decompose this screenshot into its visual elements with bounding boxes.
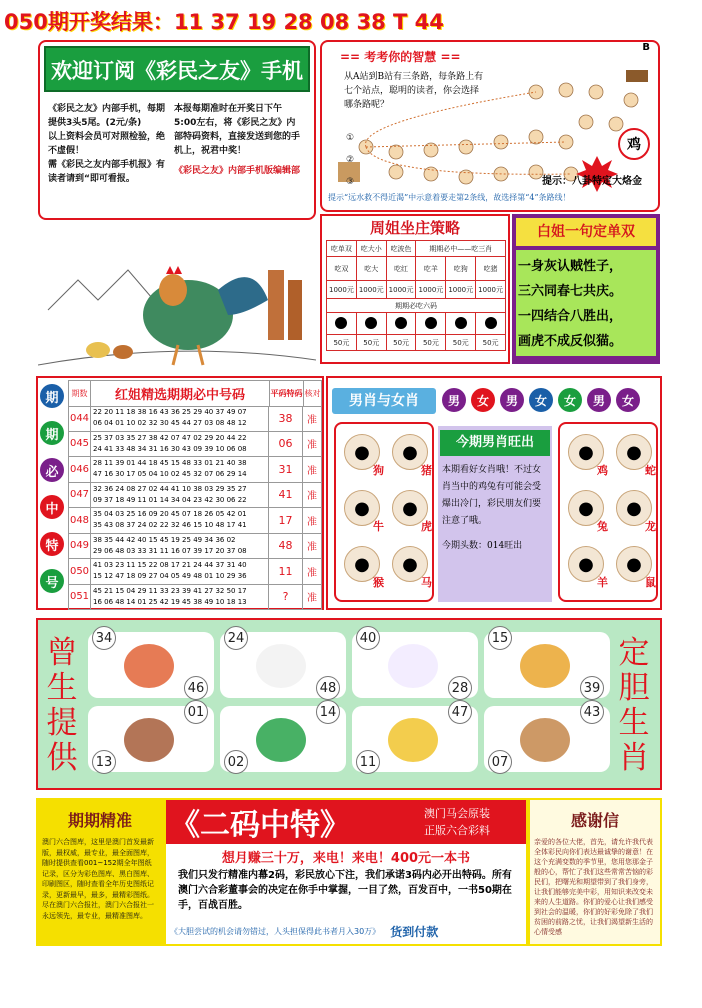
- zodiac-animal-art: [256, 644, 306, 688]
- zodiac-number-box: [220, 632, 346, 698]
- zodiac-animal-art: [256, 718, 306, 762]
- red-sister-panel: [36, 376, 324, 610]
- row-numbers-1: 41 03 23 11 15 22 08 17 21 24 44 37 31 40: [93, 561, 247, 569]
- row-numbers: [91, 508, 269, 533]
- svg-text:③: ③: [346, 177, 355, 187]
- row-code: 38: [269, 406, 303, 431]
- strategy-six-codes: 期期必吃六码: [327, 299, 506, 313]
- center-box: [438, 426, 552, 602]
- zodiac-number-box: [88, 706, 214, 772]
- white-sister-line-2: 三六同春七共庆。: [518, 284, 623, 299]
- zodiac-number-box: [352, 632, 478, 698]
- zodiac-animal: [392, 434, 432, 480]
- row-numbers-1: 22 20 11 18 38 16 43 36 25 29 40 37 49 07: [93, 408, 247, 416]
- subscribe-editor: 《彩民之友》内部手机版编辑部: [174, 166, 301, 176]
- row-numbers-2: 29 06 48 03 33 31 11 16 07 39 17 20 37 08: [93, 546, 247, 555]
- animal-label: 鸡: [597, 464, 608, 477]
- strategy-cell: 50元: [446, 335, 476, 351]
- precise-box: [38, 800, 162, 944]
- zodiac-number: 28: [448, 676, 472, 700]
- gender-badge: 女: [529, 388, 553, 412]
- row-check: 准: [307, 414, 317, 426]
- row-check: 准: [307, 491, 317, 503]
- row-check: 准: [307, 465, 317, 477]
- strategy-cell: 50元: [476, 335, 506, 351]
- row-numbers-1: 38 35 44 42 40 15 45 19 25 49 34 36 02: [93, 535, 236, 544]
- animal-icon: ●: [568, 434, 604, 470]
- table-row: [68, 585, 322, 611]
- cod-label: 货到付款: [390, 925, 439, 939]
- animal-icon: ●: [616, 490, 652, 526]
- zodiac-number: 47: [448, 700, 472, 724]
- animal-icon: ●: [344, 546, 380, 582]
- zodiac-animal-art: [388, 644, 438, 688]
- row-issue: 047: [69, 483, 91, 508]
- zodiac-number-box: [484, 706, 610, 772]
- red-sister-rows: [68, 406, 322, 610]
- zodiac-right-char: 肖: [618, 740, 650, 776]
- animal-icon: ●: [616, 434, 652, 470]
- zodiac-left-char: 曾: [46, 635, 78, 671]
- zodiac-animal-art: [388, 718, 438, 762]
- row-numbers: [91, 559, 269, 584]
- row-code: ?: [269, 585, 303, 610]
- row-issue: 048: [69, 508, 91, 533]
- animal-label: 牛: [373, 520, 384, 533]
- row-check: 准: [307, 516, 317, 528]
- white-sister-line-1: 一身灰认贼性子，: [518, 259, 623, 274]
- row-numbers: [91, 457, 269, 482]
- zodiac-animal: [344, 434, 384, 480]
- row-code: 41: [269, 483, 303, 508]
- side-label: 必: [40, 458, 64, 482]
- zodiac-left-char: 提: [46, 705, 78, 741]
- row-numbers-2: 16 06 48 14 01 25 42 19 45 38 49 10 18 13: [93, 597, 247, 606]
- table-row: [68, 432, 322, 458]
- zodiac-right-char: 生: [618, 705, 650, 741]
- table-row: [68, 508, 322, 534]
- zodiac-animal-art: [520, 718, 570, 762]
- strategy-cell: 1000元: [416, 281, 446, 299]
- row-numbers-1: 35 04 03 25 16 09 20 45 07 18 26 05 42 01: [93, 510, 247, 518]
- zodiac-number: 07: [488, 750, 512, 774]
- subscribe-title: 欢迎订阅《彩民之友》手机报: [44, 46, 310, 92]
- zodiac-number: 14: [316, 700, 340, 724]
- row-numbers-2: 24 41 33 48 34 31 16 30 43 09 39 10 06 08: [93, 444, 247, 453]
- white-sister-title: 白姐一句定单双: [516, 218, 656, 246]
- animal-icon: ●: [392, 434, 428, 470]
- zodiac-animal: [568, 490, 608, 536]
- strategy-dot: [476, 313, 506, 335]
- row-numbers: [91, 432, 269, 457]
- gender-badge: 女: [471, 388, 495, 412]
- side-label: 期: [40, 384, 64, 408]
- zodiac-left-label: [44, 636, 80, 776]
- zodiac-left-char: 生: [46, 670, 78, 706]
- thanks-text: 亲爱的各位大佬，首先，请允许我代表全体彩民向你们表达最诚挚的谢意！在这个充满变数的季节里，您用您那金子般的心，帮忙了我们这些常常苦恼的彩民们，把曙光和期望带到了我们身旁，让我们能够完美中彩，用知识来改变未来的人生道路。你们的爱心让我们感受到社会的温暖，你们的好彩免除了我们贫困的前路之忧，让我们渴望新生活的心情受感: [534, 838, 653, 936]
- rooster-illustration: [38, 220, 316, 370]
- animal-label: 鼠: [645, 576, 656, 589]
- row-issue: 051: [69, 585, 91, 610]
- male-zodiac-box: [334, 422, 434, 602]
- gender-badge: 男: [587, 388, 611, 412]
- table-row: [68, 559, 322, 585]
- animal-icon: ●: [568, 546, 604, 582]
- zodiac-number: 13: [92, 750, 116, 774]
- animal-label: 羊: [597, 576, 608, 589]
- row-numbers-1: 28 11 39 01 44 18 45 15 48 33 01 21 40 38: [93, 459, 247, 467]
- animal-icon: ●: [616, 546, 652, 582]
- subscribe-note-1: 《彩民之友》内部手机，每期提供3头5尾。(2元/条): [48, 104, 166, 128]
- zodiac-animal-art: [124, 644, 174, 688]
- row-issue: 049: [69, 534, 91, 559]
- center-title: 今期男肖旺出: [440, 430, 550, 456]
- quiz-question: 从A站到B站有三条路，每条路上有七个站点，聪明的读者，你会选择哪条路呢？: [344, 72, 484, 110]
- row-numbers: [91, 483, 269, 508]
- strategy-table: [326, 240, 506, 351]
- row-issue: 046: [69, 457, 91, 482]
- strategy-head-4: 期期必中——吃三肖: [416, 241, 506, 257]
- zodiac-animal: [392, 490, 432, 536]
- quiz-answer: 鸡: [618, 128, 650, 160]
- strategy-dot: [327, 313, 357, 335]
- subscribe-panel: [38, 40, 316, 220]
- row-code: 06: [269, 432, 303, 457]
- strategy-cell: 50元: [386, 335, 416, 351]
- row-numbers-2: 47 16 30 17 05 04 10 02 45 32 07 06 29 14: [93, 470, 247, 478]
- zodiac-left-char: 供: [46, 740, 78, 776]
- zodiac-number: 43: [580, 700, 604, 724]
- strategy-cell: 吃狗: [446, 257, 476, 281]
- gender-badge: 男: [442, 388, 466, 412]
- strategy-head-3: 吃波色: [386, 241, 416, 257]
- strategy-cell: 吃猪: [476, 257, 506, 281]
- strategy-cell: 吃大: [356, 257, 386, 281]
- zodiac-number: 39: [580, 676, 604, 700]
- row-check: 准: [307, 593, 317, 605]
- animal-icon: ●: [392, 490, 428, 526]
- table-row: [68, 457, 322, 483]
- animal-label: 虎: [421, 520, 432, 533]
- strategy-cell: 1000元: [356, 281, 386, 299]
- quiz-corner-b: B: [642, 42, 650, 53]
- animal-label: 猪: [421, 464, 432, 477]
- row-check: 准: [307, 440, 317, 452]
- gender-badge: 男: [500, 388, 524, 412]
- gender-badge: 女: [616, 388, 640, 412]
- precise-title: 期期精准: [67, 811, 132, 830]
- gender-title: 男肖与女肖: [332, 388, 436, 414]
- zodiac-number-box: [352, 706, 478, 772]
- strategy-cell: 50元: [416, 335, 446, 351]
- col-issue-header: 期数: [69, 381, 91, 407]
- quiz-panel: [320, 40, 660, 212]
- zodiac-right-char: 胆: [618, 670, 650, 706]
- table-row: [68, 534, 322, 560]
- zodiac-number: 11: [356, 750, 380, 774]
- thanks-box: [530, 800, 660, 944]
- zodiac-number: 02: [224, 750, 248, 774]
- side-label: 号: [40, 569, 64, 593]
- gender-badge: 女: [558, 388, 582, 412]
- strategy-cell: 吃红: [386, 257, 416, 281]
- animal-label: 龙: [645, 520, 656, 533]
- strategy-panel: [320, 214, 510, 364]
- strategy-cell: 吃双: [327, 257, 357, 281]
- row-check: 准: [307, 542, 317, 554]
- strategy-title: 周姐坐庄策略: [369, 219, 460, 237]
- main-ad-body: 我们只发行精准内幕2码，彩民放心下注，我们承诺3码内必开出特码。所有澳门六合彩董事会的决定在你手中掌握，一目了然，百发百中，一书50期在手，百战百胜。: [178, 870, 512, 911]
- zodiac-number: 34: [92, 626, 116, 650]
- strategy-dot: [356, 313, 386, 335]
- zodiac-right-label: [616, 636, 652, 776]
- row-issue: 044: [69, 406, 91, 431]
- strategy-head-2: 吃大小: [356, 241, 386, 257]
- white-sister-line-4: 画虎不成反似猫。: [518, 334, 623, 349]
- subscribe-note-4: 本报每期准时在开奖日下午5:00左右，将《彩民之友》内部特码资料，直接发送到您的手机上，祝君中奖！: [174, 104, 301, 156]
- row-check: 准: [307, 567, 317, 579]
- zodiac-animal-art: [520, 644, 570, 688]
- animal-icon: ●: [344, 434, 380, 470]
- animal-label: 马: [421, 576, 432, 589]
- zodiac-animal: [568, 546, 608, 592]
- row-numbers: [91, 585, 269, 610]
- row-numbers-1: 25 37 03 35 27 38 42 07 47 02 29 20 44 22: [93, 433, 247, 442]
- svg-text:①: ①: [346, 133, 355, 143]
- zodiac-animal-art: [124, 718, 174, 762]
- side-label: 特: [40, 532, 64, 556]
- row-code: 48: [269, 534, 303, 559]
- zodiac-animal: [616, 546, 656, 592]
- main-ad-title: 《二码中特》: [170, 808, 350, 843]
- row-numbers: [91, 534, 269, 559]
- side-label: 中: [40, 495, 64, 519]
- zodiac-number-box: [484, 632, 610, 698]
- main-ad-slogan: 想月赚三十万，来电！来电！400元一本书: [221, 851, 471, 866]
- gender-panel: [326, 376, 662, 610]
- female-zodiac-box: [558, 422, 658, 602]
- row-issue: 050: [69, 559, 91, 584]
- svg-text:②: ②: [346, 155, 355, 165]
- zodiac-number: 48: [316, 676, 340, 700]
- center-head: 今期头数：014旺出: [442, 541, 523, 551]
- row-numbers-2: 06 04 01 10 02 32 30 45 44 27 03 08 48 12: [93, 419, 247, 427]
- row-code: 17: [269, 508, 303, 533]
- animal-label: 蛇: [645, 464, 656, 477]
- thanks-title: 感谢信: [570, 811, 619, 830]
- col-title-header: 红姐精选期期必中号码: [91, 381, 270, 407]
- animal-icon: ●: [392, 546, 428, 582]
- row-code: 11: [269, 559, 303, 584]
- animal-label: 兔: [597, 520, 608, 533]
- row-issue: 045: [69, 432, 91, 457]
- animal-label: 猴: [373, 576, 384, 589]
- table-row: [68, 406, 322, 432]
- strategy-cell: 50元: [327, 335, 357, 351]
- strategy-dot: [446, 313, 476, 335]
- zodiac-number-box: [220, 706, 346, 772]
- animal-icon: ●: [344, 490, 380, 526]
- animal-icon: ●: [568, 490, 604, 526]
- zodiac-panel: [36, 618, 662, 790]
- strategy-dot: [416, 313, 446, 335]
- precise-text: 澳门六合图库，这里是澳门首发最新版，最权威，最专业，最全面图库，随时提供查看001~152期全年图纸记录，区分为彩色图库、黑白图库、印刷图区，随时查看全年历史图纸记录，更新最早，最多，最精彩图纸。尽在澳门六合报社，澳门六合报社一永远领先，最专业，最精准图库。: [42, 838, 154, 920]
- table-row: [68, 483, 322, 509]
- row-numbers-1: 32 36 24 08 27 02 44 41 10 38 03 29 35 27: [93, 484, 247, 493]
- strategy-cell: 1000元: [327, 281, 357, 299]
- strategy-cell: 1000元: [476, 281, 506, 299]
- subscribe-note-3: 需《彩民之友内部手机报》有读者请到“即可看报。: [48, 160, 166, 184]
- red-sister-table: [68, 380, 322, 407]
- col-check-header: 核对: [304, 381, 322, 407]
- side-label-column: [40, 384, 66, 593]
- strategy-cell: 50元: [356, 335, 386, 351]
- row-code: 31: [269, 457, 303, 482]
- white-sister-panel: [512, 214, 660, 364]
- zodiac-number-box: [88, 632, 214, 698]
- subscribe-note-2: 以上资料会员可对照检验，绝不虚假！: [48, 132, 166, 156]
- quiz-title: == 考考你的智慧 ==: [340, 50, 461, 64]
- side-label: 期: [40, 421, 64, 445]
- zodiac-animal: [616, 434, 656, 480]
- zodiac-number: 40: [356, 626, 380, 650]
- center-text: 本期看好女肖哦！不过女肖当中的鸡兔有可能会受爆出冷门，彩民朋友们要注意了哦。: [442, 465, 542, 526]
- zodiac-animal: [344, 546, 384, 592]
- zodiac-right-char: 定: [618, 635, 650, 671]
- strategy-head-1: 吃单双: [327, 241, 357, 257]
- white-sister-line-3: 一四结合八胜出，: [518, 309, 623, 324]
- main-ad-header: [166, 800, 526, 844]
- zodiac-number: 24: [224, 626, 248, 650]
- zodiac-animal: [568, 434, 608, 480]
- col-code-header: 平码特码: [270, 381, 304, 407]
- zodiac-animal: [616, 490, 656, 536]
- bottom-panel: [36, 798, 662, 946]
- strategy-cell: 1000元: [386, 281, 416, 299]
- strategy-cell: 吃羊: [416, 257, 446, 281]
- draw-result-title: 050期开奖结果：11 37 19 28 08 38 T 44: [4, 10, 444, 34]
- gender-badges: [442, 388, 640, 412]
- row-numbers-1: 45 21 15 04 29 11 33 23 39 41 27 32 50 17: [93, 586, 247, 595]
- zodiac-number: 01: [184, 700, 208, 724]
- strategy-dot: [386, 313, 416, 335]
- row-numbers-2: 15 12 47 18 09 27 04 05 49 48 01 10 29 36: [93, 572, 247, 580]
- zodiac-animal: [344, 490, 384, 536]
- main-ad-side-1: 澳门马会原装: [424, 807, 490, 820]
- quiz-footer: 提示“远水救不得近渴”中示意着要走第2条线，故选择第“4”条路线！: [328, 193, 571, 202]
- animal-label: 狗: [373, 464, 384, 477]
- row-numbers-2: 09 37 18 49 11 01 14 34 04 23 42 30 06 22: [93, 495, 247, 504]
- main-ad-box: [166, 800, 526, 944]
- quiz-hint: 提示：八卦特定大烙金: [542, 176, 642, 187]
- quiz-center-label: 中: [598, 146, 608, 157]
- zodiac-animal: [392, 546, 432, 592]
- row-numbers-2: 35 43 08 37 24 02 22 32 46 15 10 48 17 41: [93, 521, 247, 529]
- main-ad-side-2: 正版六合彩料: [424, 824, 490, 837]
- strategy-cell: 1000元: [446, 281, 476, 299]
- zodiac-number: 46: [184, 676, 208, 700]
- main-ad-footnote: 《大胆尝试的机会请勿错过，人头担保得此书者月入30万》: [170, 927, 381, 936]
- zodiac-number: 15: [488, 626, 512, 650]
- row-numbers: [91, 406, 269, 431]
